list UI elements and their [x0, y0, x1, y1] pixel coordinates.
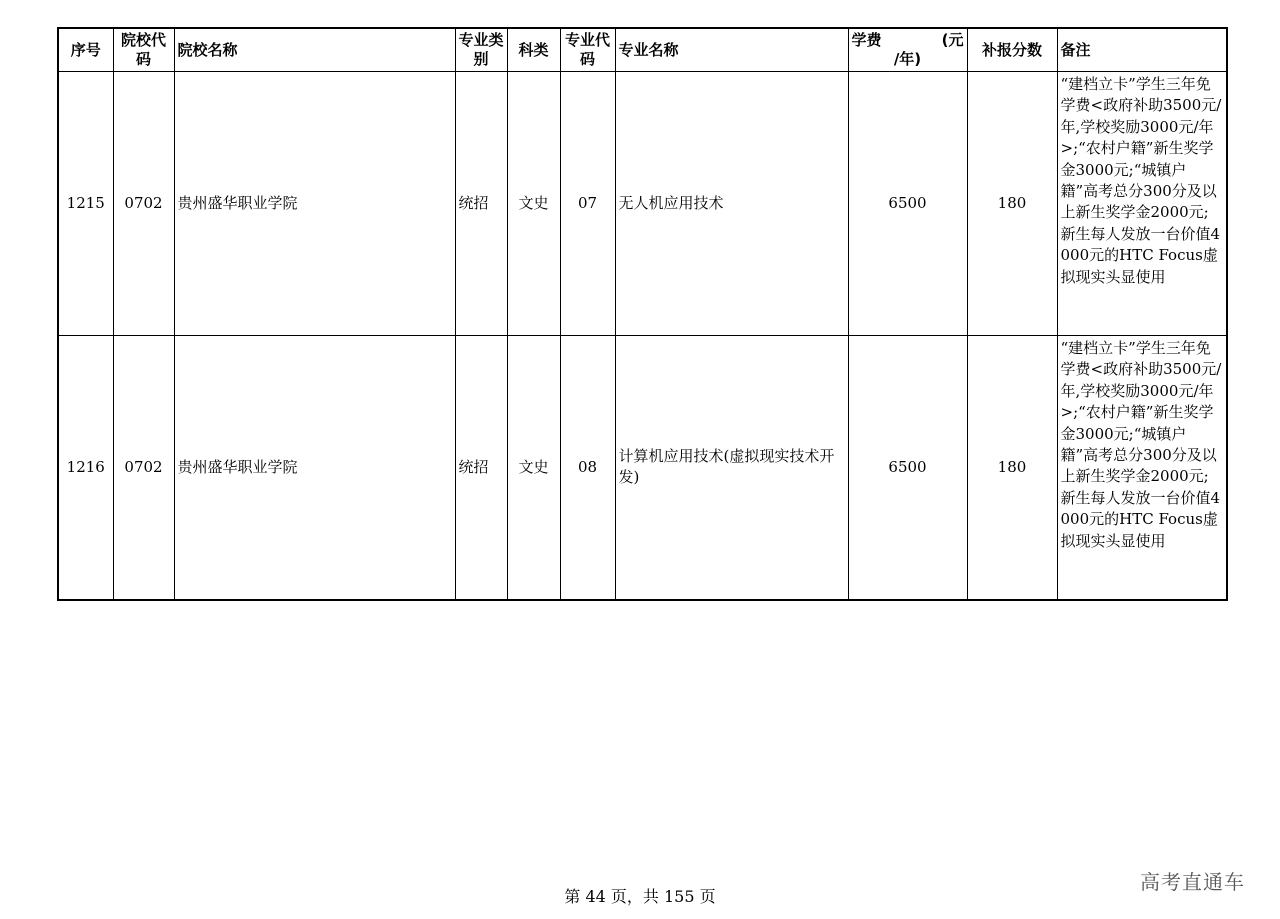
cell-major-type: 统招 [455, 336, 507, 600]
cell-seq: 1215 [58, 72, 113, 336]
header-seq: 序号 [58, 28, 113, 72]
page-number: 第 44 页，共 155 页 [564, 887, 716, 906]
cell-school-name: 贵州盛华职业学院 [174, 72, 455, 336]
header-school-name: 院校名称 [174, 28, 455, 72]
table-row [58, 336, 1227, 600]
cell-major-code: 07 [560, 72, 615, 336]
cell-major-name: 计算机应用技术(虚拟现实技术开发) [615, 336, 848, 600]
header-fee [848, 28, 967, 72]
header-fee-label: 学费 [851, 31, 882, 49]
table-row [58, 72, 1227, 336]
header-major-code: 专业代码 [560, 28, 615, 72]
table-body [58, 72, 1227, 600]
cell-remark: “建档立卡”学生三年免学费<政府补助3500元/年,学校奖励3000元/年>;“农村户籍”新生奖学金3000元;“城镇户籍”高考总分300分及以上新生奖学金2000元;新生每人发放一台价值4000元的HTC Focus虚拟现实头显使用 [1057, 336, 1227, 600]
header-remark: 备注 [1057, 28, 1227, 72]
cell-major-name: 无人机应用技术 [615, 72, 848, 336]
cell-subject: 文史 [507, 72, 560, 336]
cell-major-code: 08 [560, 336, 615, 600]
header-score: 补报分数 [967, 28, 1057, 72]
cell-score: 180 [967, 336, 1057, 600]
cell-school-name: 贵州盛华职业学院 [174, 336, 455, 600]
cell-seq: 1216 [58, 336, 113, 600]
header-subject: 科类 [507, 28, 560, 72]
header-school-code: 院校代码 [113, 28, 174, 72]
header-major-name: 专业名称 [615, 28, 848, 72]
header-fee-unit-close: /年) [893, 50, 922, 68]
cell-school-code: 0702 [113, 72, 174, 336]
header-row [58, 28, 1227, 72]
cell-major-type: 统招 [455, 72, 507, 336]
cell-score: 180 [967, 72, 1057, 336]
admissions-table [57, 27, 1228, 601]
cell-subject: 文史 [507, 336, 560, 600]
header-major-type: 专业类别 [455, 28, 507, 72]
header-fee-unit-open: (元 [941, 31, 964, 49]
cell-fee: 6500 [848, 336, 967, 600]
watermark-logo: 高考直通车 [1140, 870, 1245, 894]
cell-school-code: 0702 [113, 336, 174, 600]
cell-remark: “建档立卡”学生三年免学费<政府补助3500元/年,学校奖励3000元/年>;“农村户籍”新生奖学金3000元;“城镇户籍”高考总分300分及以上新生奖学金2000元;新生每人发放一台价值4000元的HTC Focus虚拟现实头显使用 [1057, 72, 1227, 336]
cell-fee: 6500 [848, 72, 967, 336]
table-header [58, 28, 1227, 72]
